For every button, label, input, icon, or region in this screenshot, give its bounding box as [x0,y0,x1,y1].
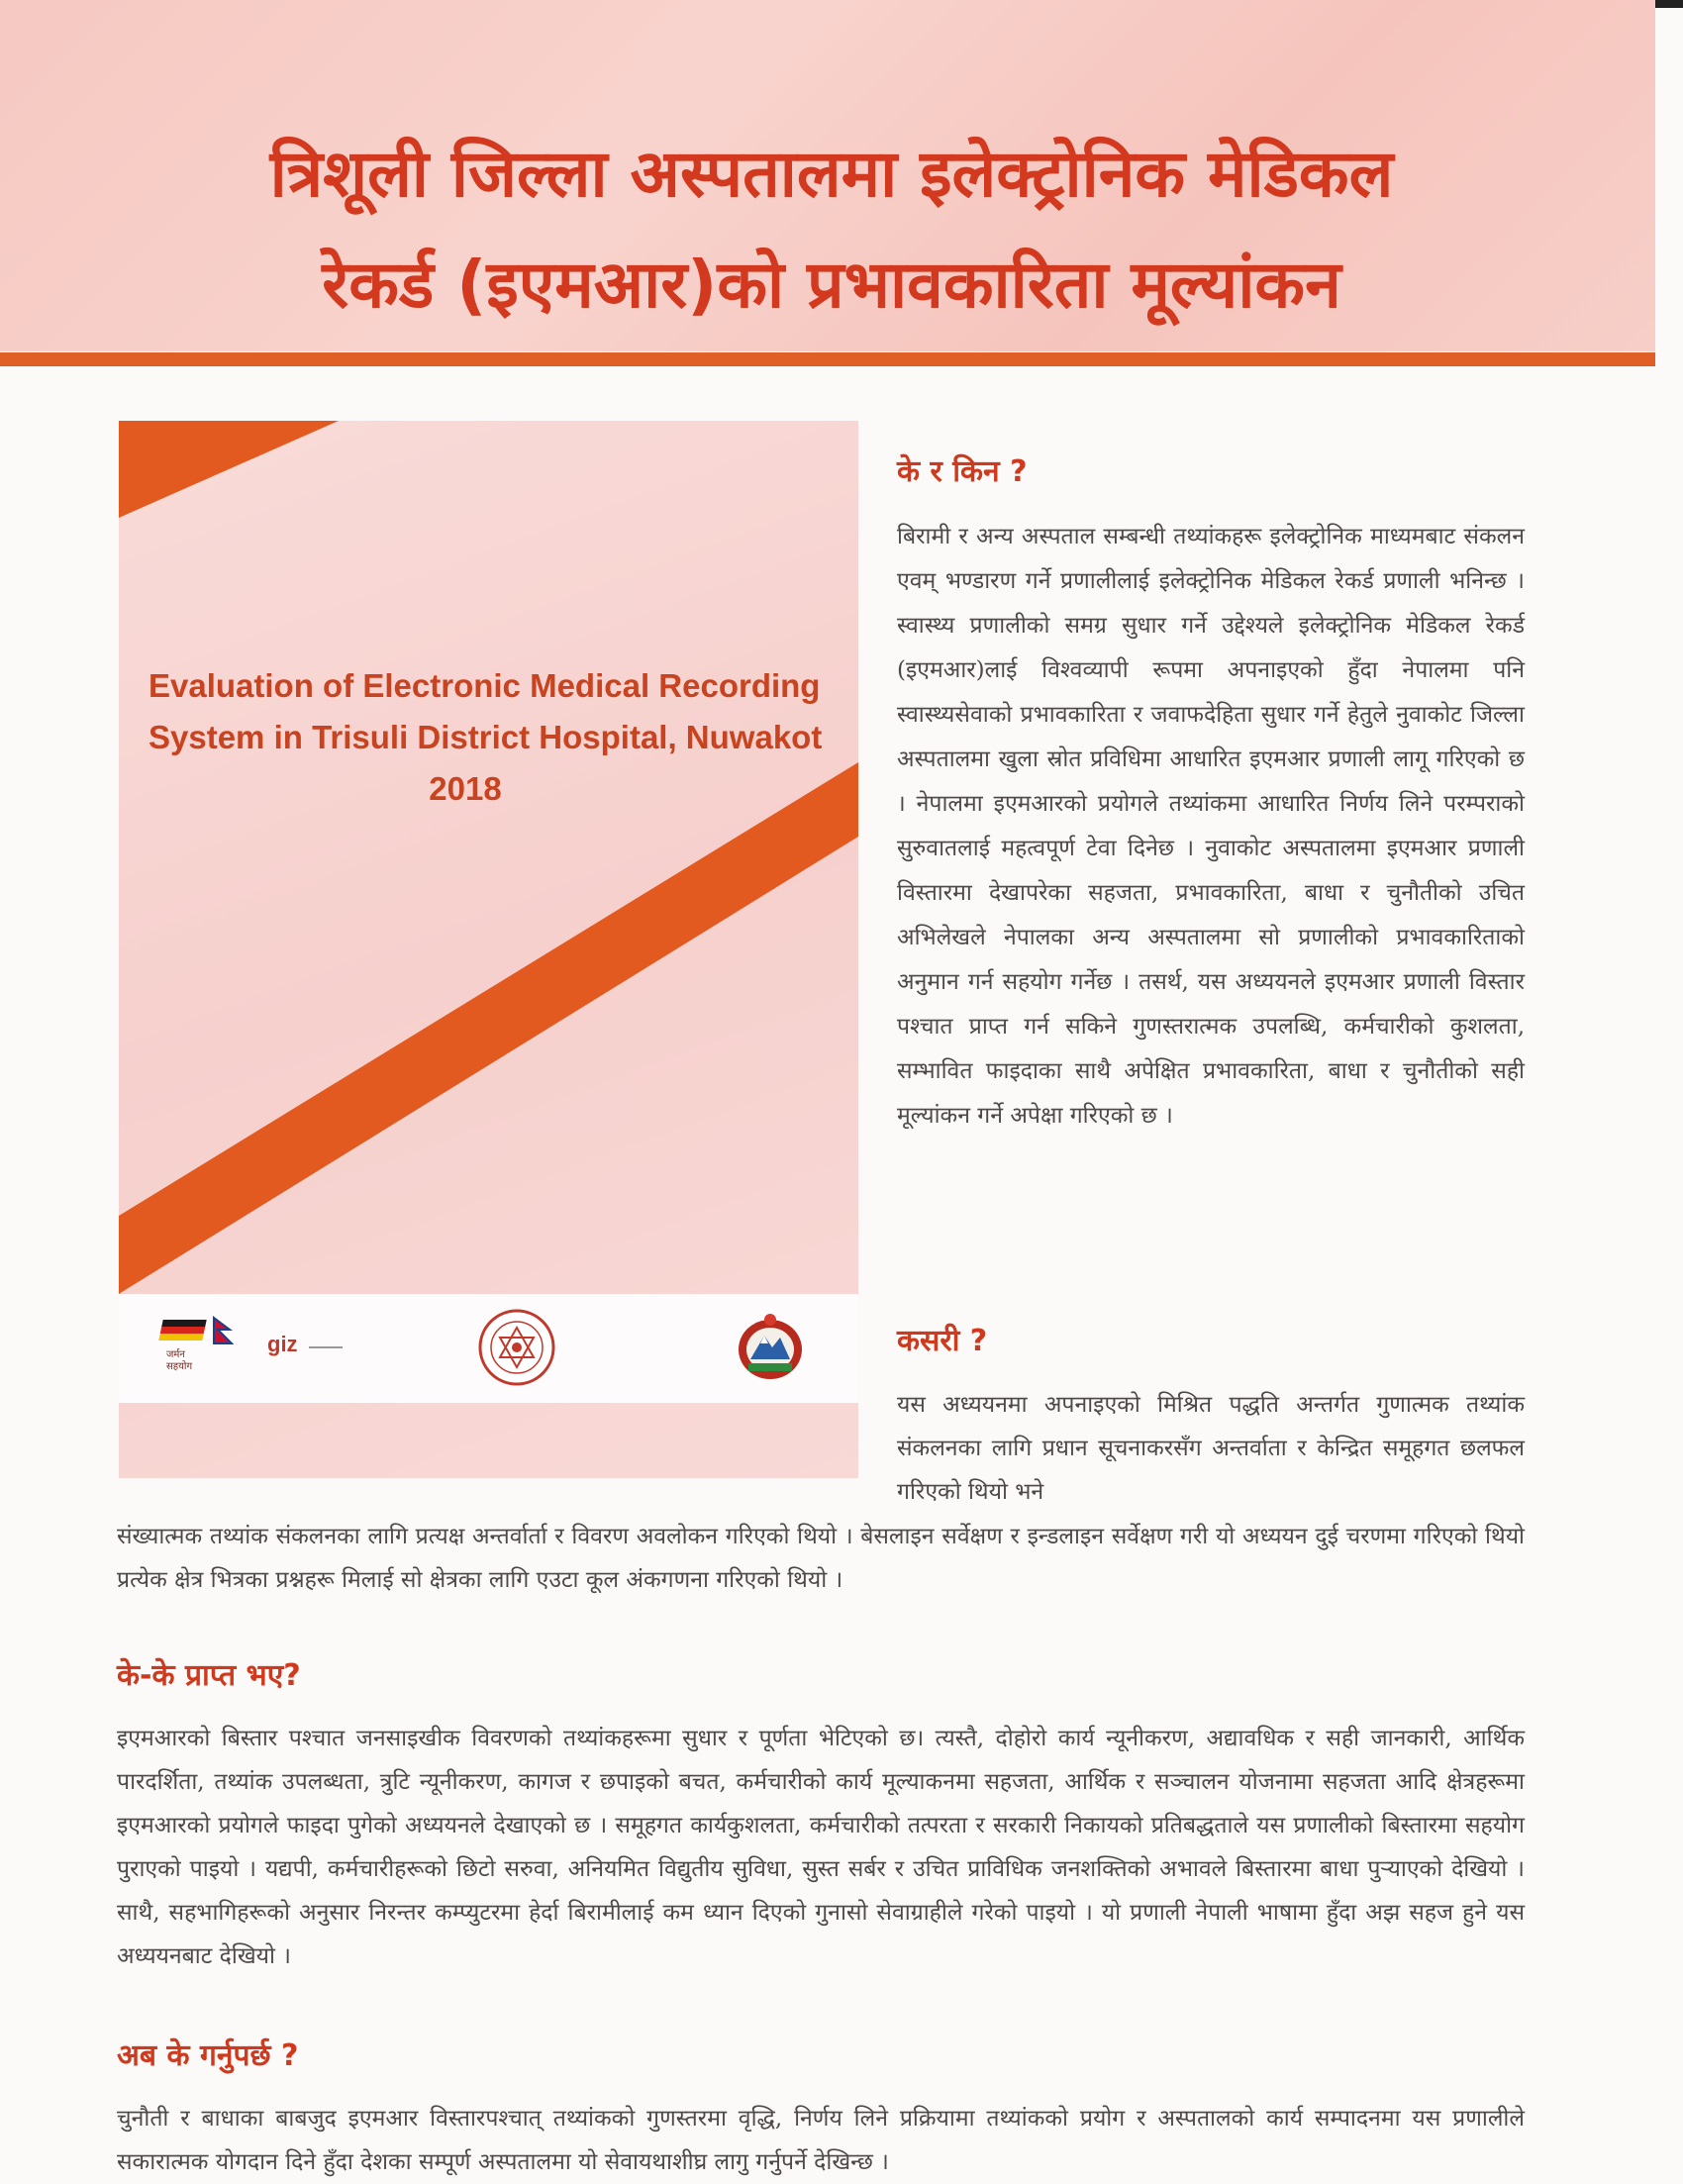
page-title-line-1: त्रिशूली जिल्ला अस्पतालमा इलेक्ट्रोनिक मेडिकल [269,136,1394,212]
header-divider [0,352,1655,366]
section-heading-what-why: के र किन ? [897,454,1028,489]
section-body-how-bottom: संख्यात्मक तथ्यांक संकलनका लागि प्रत्यक्ष अन्तर्वार्ता र विवरण अवलोकन गरिएको थियो । बेसलाइन सर्वेक्षण र इन्डलाइन सर्वेक्षण गरी यो अध्ययन दुई चरणमा गरिएको थियो प्रत्येक क्षेत्र भित्रका प्रश्नहरू मिलाई सो क्षेत्रका लागि एउटा कूल अंकगणना गरिएको थियो । [117,1524,1525,1593]
cover-title-line-1: Evaluation of Electronic Medical Recording [148,667,821,704]
page-title [59,119,1604,341]
german-cooperation-logo [156,1314,265,1383]
government-emblem-logo [731,1308,810,1387]
section-heading-next-steps: अब के गर्नुपर्छ ? [117,2038,299,2073]
giz-wordmark: giz [267,1332,298,1356]
report-cover-image [119,421,858,1478]
giz-logo [267,1332,346,1361]
german-cooperation-text-2: सहयोग [166,1361,193,1372]
page-title-line-2: रेकर्ड (इएमआर)को प्रभावकारिता मूल्यांकन [322,247,1341,323]
section-body-results: इएमआरको बिस्तार पश्चात जनसाइखीक विवरणको तथ्यांकहरूमा सुधार र पूर्णता भेटिएको छ। त्यस्तै, दोहोरो कार्य न्यूनीकरण, अद्यावधिक र सही जानकारी, आर्थिक पारदर्शिता, तथ्यांक उपलब्धता, त्रुटि न्यूनीकरण, कागज र छपाइको बचत, कर्मचारीको कार्य मूल्याकनमा सहजता, आर्थिक र सञ्चालन योजनामा सहजता आदि क्षेत्रहरूमा इएमआरको प्रयोगले फाइदा पुगेको अध्ययनले देखाएको छ । समूहगत कार्यकुशलता, कर्मचारीको तत्परता र सरकारी निकायको प्रतिबद्धताले यस प्रणालीको बिस्तारमा सहयोग पुराएको पाइयो । यद्यपी, कर्मचारीहरूको छिटो सरुवा, अनियमित विद्युतीय सुविधा, सुस्त सर्बर र उचित प्राविधिक जनशक्तिको अभावले बिस्तारमा बाधा पुऱ्याएको देखियो । साथै, सहभागिहरूको अनुसार निरन्तर कम्प्युटरमा हेर्दा बिरामीलाई कम ध्यान दिएको गुनासो सेवाग्राहीले गरेको पाइयो । यो प्रणाली नेपाली भाषामा हुँदा अझ सहज हुने यस अध्ययनबाट देखियो । [117,1726,1525,1969]
section-body-what-why: बिरामी र अन्य अस्पताल सम्बन्धी तथ्यांकहरू इलेक्ट्रोनिक माध्यमबाट संकलन एवम् भण्डारण गर्ने प्रणालीलाई इलेक्ट्रोनिक मेडिकल रेकर्ड प्रणाली भनिन्छ । स्वास्थ्य प्रणालीको समग्र सुधार गर्ने उद्देश्यले इलेक्ट्रोनिक मेडिकल रेकर्ड (इएमआर)लाई विश्वव्यापी रूपमा अपनाइएको हुँदा नेपालमा पनि स्वास्थ्यसेवाको प्रभावकारिता र जवाफदेहिता सुधार गर्ने हेतुले नुवाकोट जिल्ला अस्पतालमा खुला स्रोत प्रविधिमा आधारित इएमआर प्रणाली लागू गरिएको छ । नेपालमा इएमआरको प्रयोगले तथ्यांकमा आधारित निर्णय लिने परम्पराको सुरुवातलाई महत्वपूर्ण टेवा दिनेछ । नुवाकोट अस्पतालमा इएमआर प्रणाली विस्तारमा देखापरेका सहजता, प्रभावकारिता, बाधा र चुनौतीको उचित अभिलेखले नेपालका अन्य अस्पतालमा सो प्रणालीको प्रभावकारिताको अनुमान गर्न सहयोग गर्नेछ । तसर्थ, यस अध्ययनले इएमआर प्रणाली विस्तार पश्चात प्राप्त गर्न सकिने गुणस्तरात्मक उपलब्धि, कर्मचारीको कुशलता, सम्भावित फाइदाका साथै अपेक्षित प्रभावकारिता, बाधा र चुनौतीको सही मूल्यांकन गर्ने अपेक्षा गरिएको छ । [897,524,1525,1129]
section-body-next-steps: चुनौती र बाधाका बाबजुद इएमआर विस्तारपश्चात् तथ्यांकको गुणस्तरमा वृद्धि, निर्णय लिने प्रक्रियामा तथ्यांकको प्रयोग र अस्पतालको कार्य सम्पादनमा यस प्रणालीले सकारात्मक योगदान दिने हुँदा देशका सम्पूर्ण अस्पतालमा यो सेवायथाशीघ्र लागु गर्नुपर्ने देखिन्छ । [117,2106,1525,2175]
cover-logo-strip [119,1294,858,1403]
cover-year: 2018 [429,770,502,807]
nhrc-seal-logo [477,1308,556,1387]
section-heading-how: कसरी ? [897,1324,988,1358]
nepal-emblem-icon [731,1308,810,1387]
cover-title [148,660,823,815]
cover-title-line-2: System in Trisuli District Hospital, Nuwakot [148,719,823,755]
section-heading-results: के-के प्राप्त भए? [117,1658,301,1693]
giz-tagline-mark [309,1346,343,1348]
section-body-how-top: यस अध्ययनमा अपनाइएको मिश्रित पद्धति अन्तर्गत गुणात्मक तथ्यांक संकलनका लागि प्रधान सूचनाकरसँग अन्तर्वाता र केन्द्रित समूहगत छलफल गरिएको थियो भने [897,1392,1525,1505]
german-cooperation-text-1: जर्मन [166,1349,185,1360]
scan-corner-mark [1655,0,1683,8]
nhrc-seal-icon [477,1308,556,1387]
